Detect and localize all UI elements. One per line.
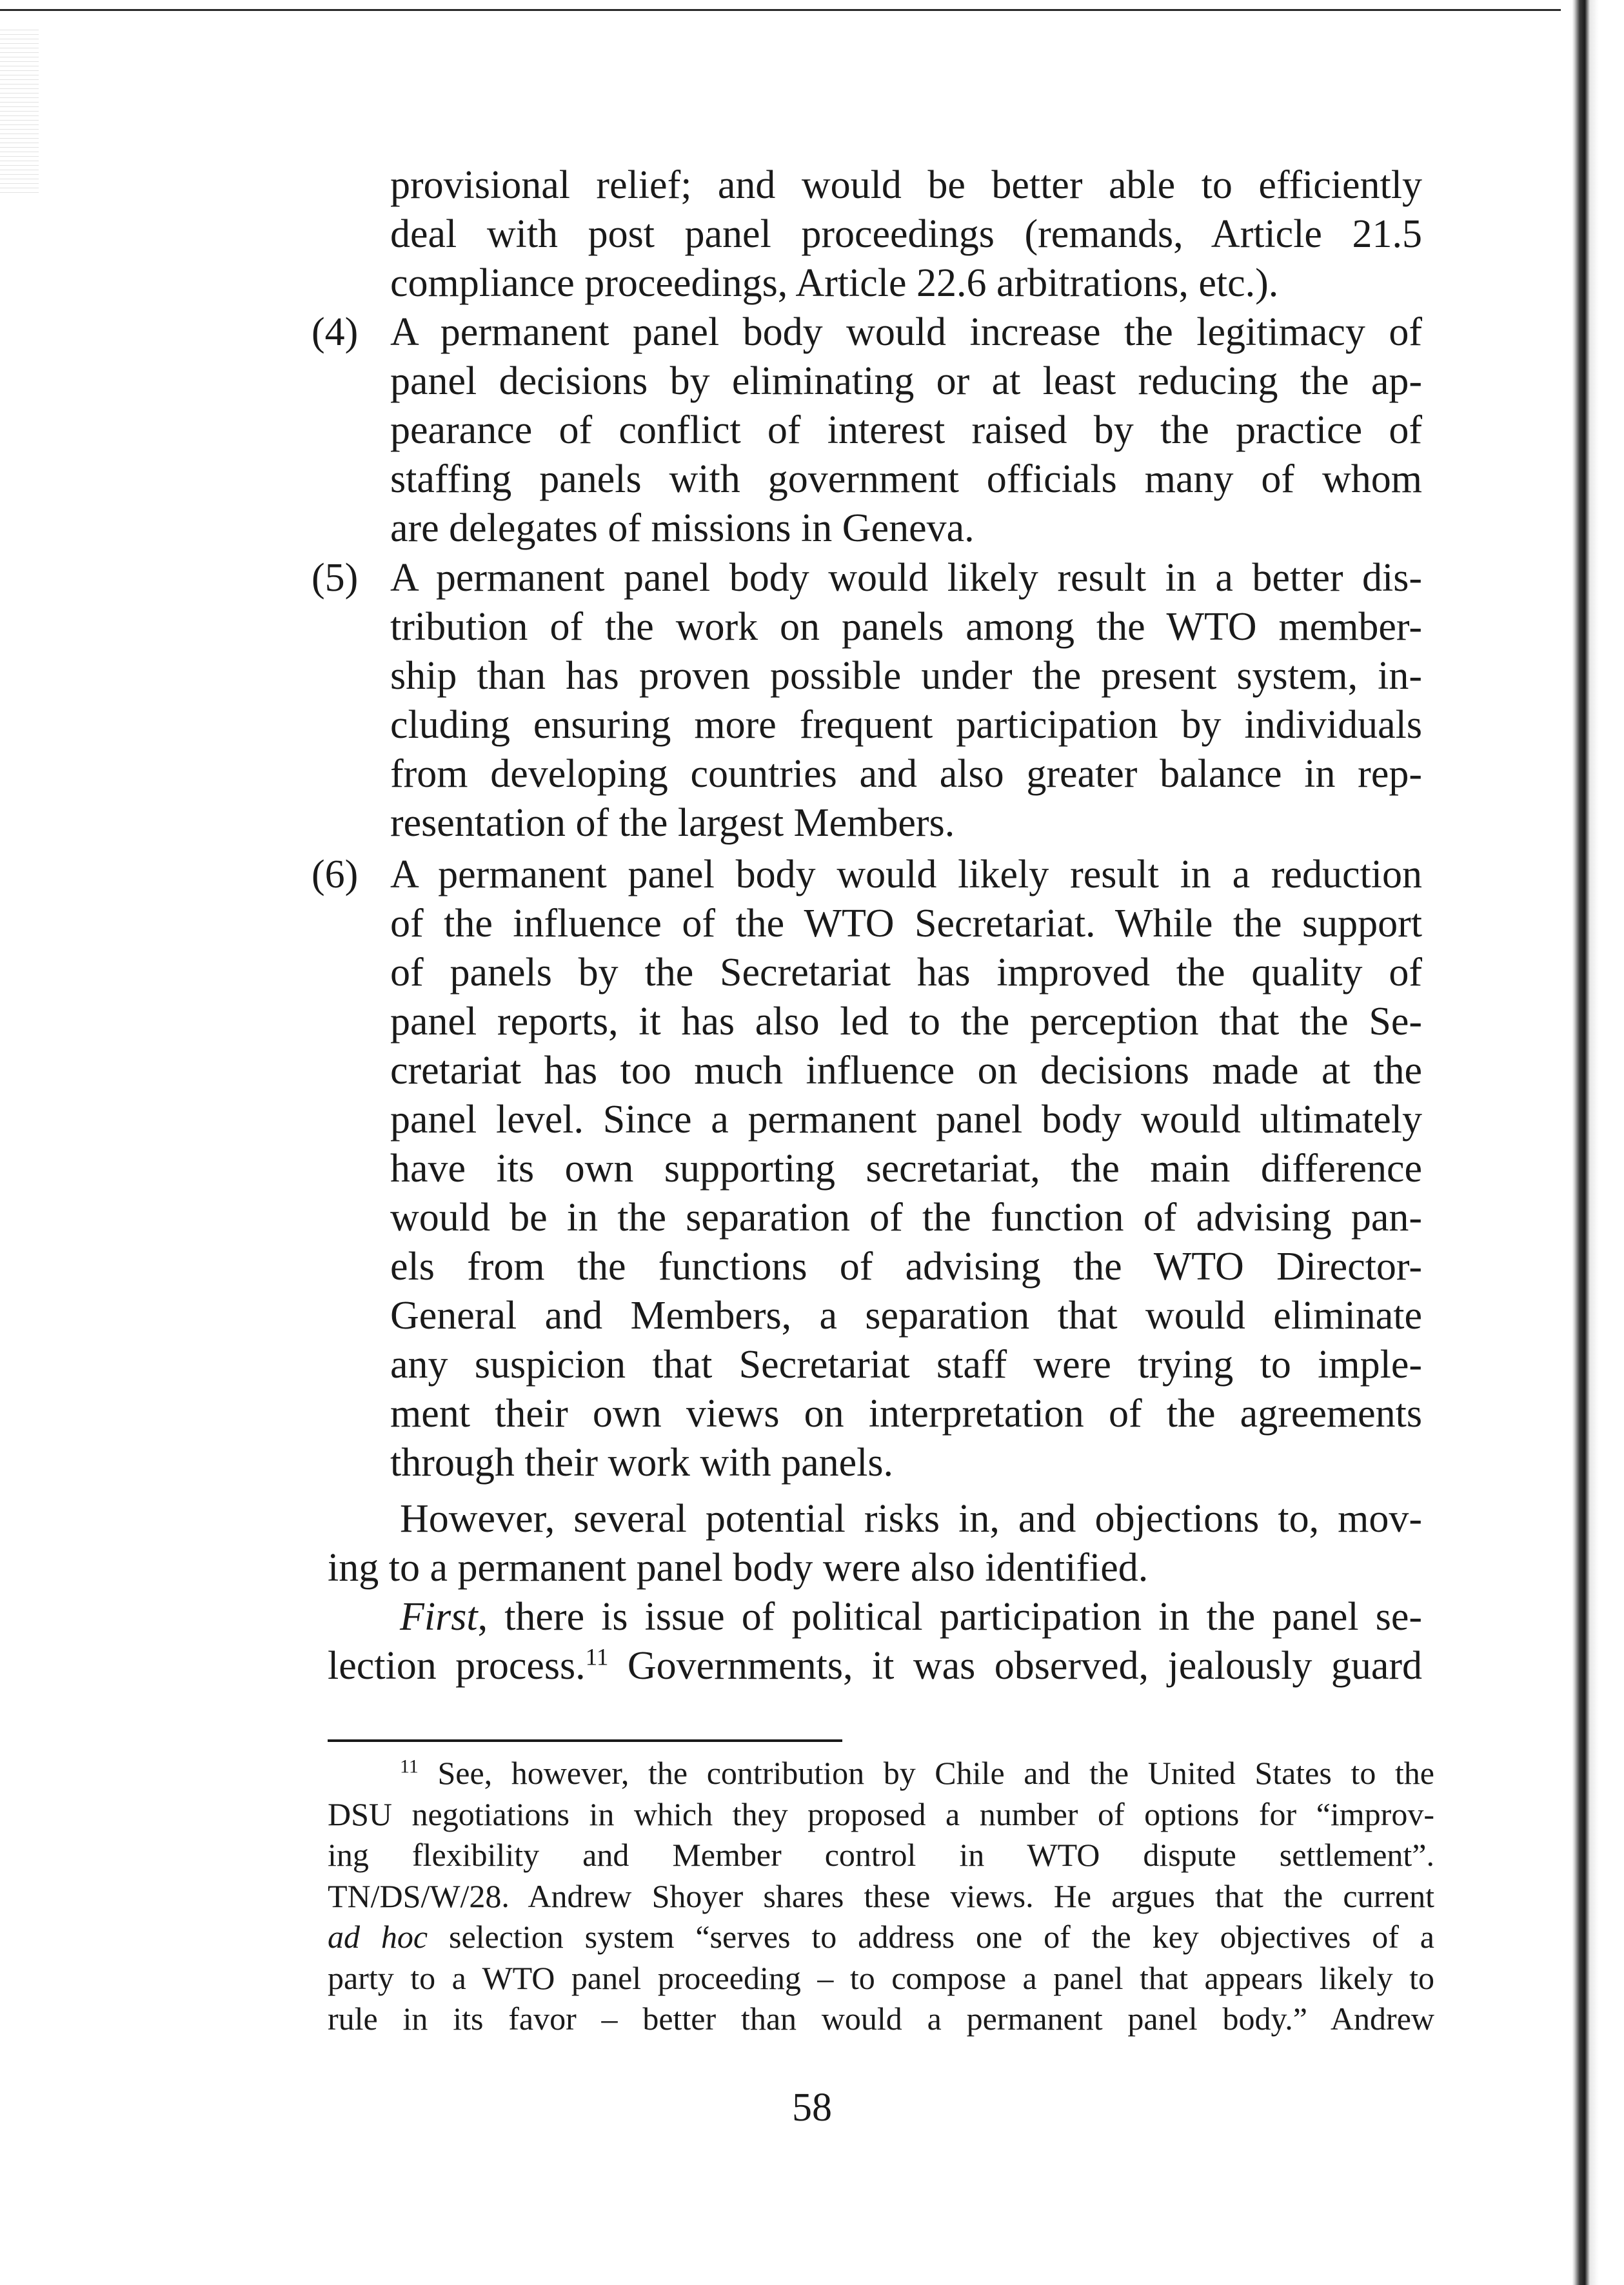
scan-top-border [0, 9, 1574, 11]
text-line: DSU negotiations in which they proposed a number of options for “improv- [328, 1795, 1434, 1832]
text-line: resentation of the largest Members. [390, 801, 955, 845]
text-run: Governments, it was observed, jealously guard [608, 1644, 1422, 1688]
scan-left-margin-marks [0, 26, 39, 193]
footnote-11 [328, 1753, 1434, 2040]
text-line: party to a WTO panel proceeding – to compose a panel that appears likely to [328, 1959, 1434, 1996]
text-line: els from the functions of advising the WTO Director- [390, 1245, 1422, 1289]
text-run: lection process. [328, 1644, 586, 1688]
list-item-label: (5) [312, 556, 359, 600]
item-3-continuation [390, 161, 1422, 308]
text-run: See, however, the contribution by Chile and the United States to the [418, 1755, 1434, 1791]
text-line [328, 1753, 1434, 1794]
text-line: rule in its favor – better than would a permanent panel body.” Andrew [328, 2001, 1434, 2037]
text-line: panel reports, it has also led to the perception that the Se- [390, 1000, 1422, 1044]
text-line: ing flexibility and Member control in WTO dispute settlement”. [328, 1837, 1434, 1873]
text-line: ship than has proven possible under the present system, in- [390, 654, 1422, 698]
page-number: 58 [792, 2086, 832, 2130]
text-line: compliance proceedings, Article 22.6 arbitrations, etc.). [390, 261, 1279, 305]
text-line: of the influence of the WTO Secretariat. While the support [390, 902, 1422, 945]
text-line: A permanent panel body would likely result in a better dis- [390, 556, 1422, 600]
text-line: cluding ensuring more frequent participation by individuals [390, 703, 1422, 747]
text-line: of panels by the Secretariat has improved the quality of [390, 951, 1422, 994]
text-line: TN/DS/W/28. Andrew Shoyer shares these views. He argues that the current [328, 1877, 1434, 1914]
text-line: provisional relief; and would be better able to efficiently [390, 163, 1422, 207]
text-line: any suspicion that Secretariat staff were trying to imple- [390, 1343, 1422, 1387]
text-line: are delegates of missions in Geneva. [390, 506, 975, 550]
list-item-6 [390, 850, 1422, 1487]
footnote-divider [328, 1739, 842, 1742]
emphasis-first: First [400, 1595, 478, 1639]
text-line: A permanent panel body would likely result in a reduction [390, 853, 1422, 896]
text-line [328, 1592, 1422, 1641]
text-line [328, 1641, 1422, 1690]
scan-right-binding-edge [1561, 0, 1624, 2285]
text-line: ment their own views on interpretation of the agreements [390, 1392, 1422, 1436]
text-line: would be in the separation of the function of advising pan- [390, 1196, 1422, 1240]
text-run: selection system “serves to address one of the key objectives of a [428, 1919, 1434, 1955]
list-item-label: (4) [312, 310, 359, 354]
text-line: A permanent panel body would increase the legitimacy of [390, 310, 1422, 354]
paragraph-however [328, 1494, 1422, 1592]
text-line: panel decisions by eliminating or at least reducing the ap- [390, 359, 1422, 403]
text-line: pearance of conflict of interest raised by the practice of [390, 408, 1422, 452]
text-line: However, several potential risks in, and objections to, mov- [400, 1497, 1422, 1541]
text-line: General and Members, a separation that would eliminate [390, 1294, 1422, 1338]
list-item-5 [390, 553, 1422, 847]
list-item-label: (6) [312, 853, 359, 896]
footnote-reference[interactable]: 11 [585, 1644, 609, 1671]
list-item-4 [390, 308, 1422, 553]
text-run: , there is issue of political participation in the panel se- [477, 1595, 1422, 1639]
text-line: through their work with panels. [390, 1441, 894, 1485]
text-line: from developing countries and also greater balance in rep- [390, 752, 1422, 796]
text-line: staffing panels with government officials many of whom [390, 457, 1422, 501]
text-line: tribution of the work on panels among the WTO member- [390, 605, 1422, 649]
text-line [328, 1917, 1434, 1958]
paragraph-first [328, 1592, 1422, 1690]
text-line: deal with post panel proceedings (remands, Article 21.5 [390, 212, 1422, 256]
text-line: panel level. Since a permanent panel body would ultimately [390, 1098, 1422, 1142]
text-line: have its own supporting secretariat, the main difference [390, 1147, 1422, 1191]
text-line: cretariat has too much influence on decisions made at the [390, 1049, 1422, 1093]
footnote-marker: 11 [400, 1756, 419, 1777]
emphasis-ad-hoc: ad hoc [328, 1919, 428, 1955]
text-line: ing to a permanent panel body were also identified. [328, 1546, 1149, 1590]
